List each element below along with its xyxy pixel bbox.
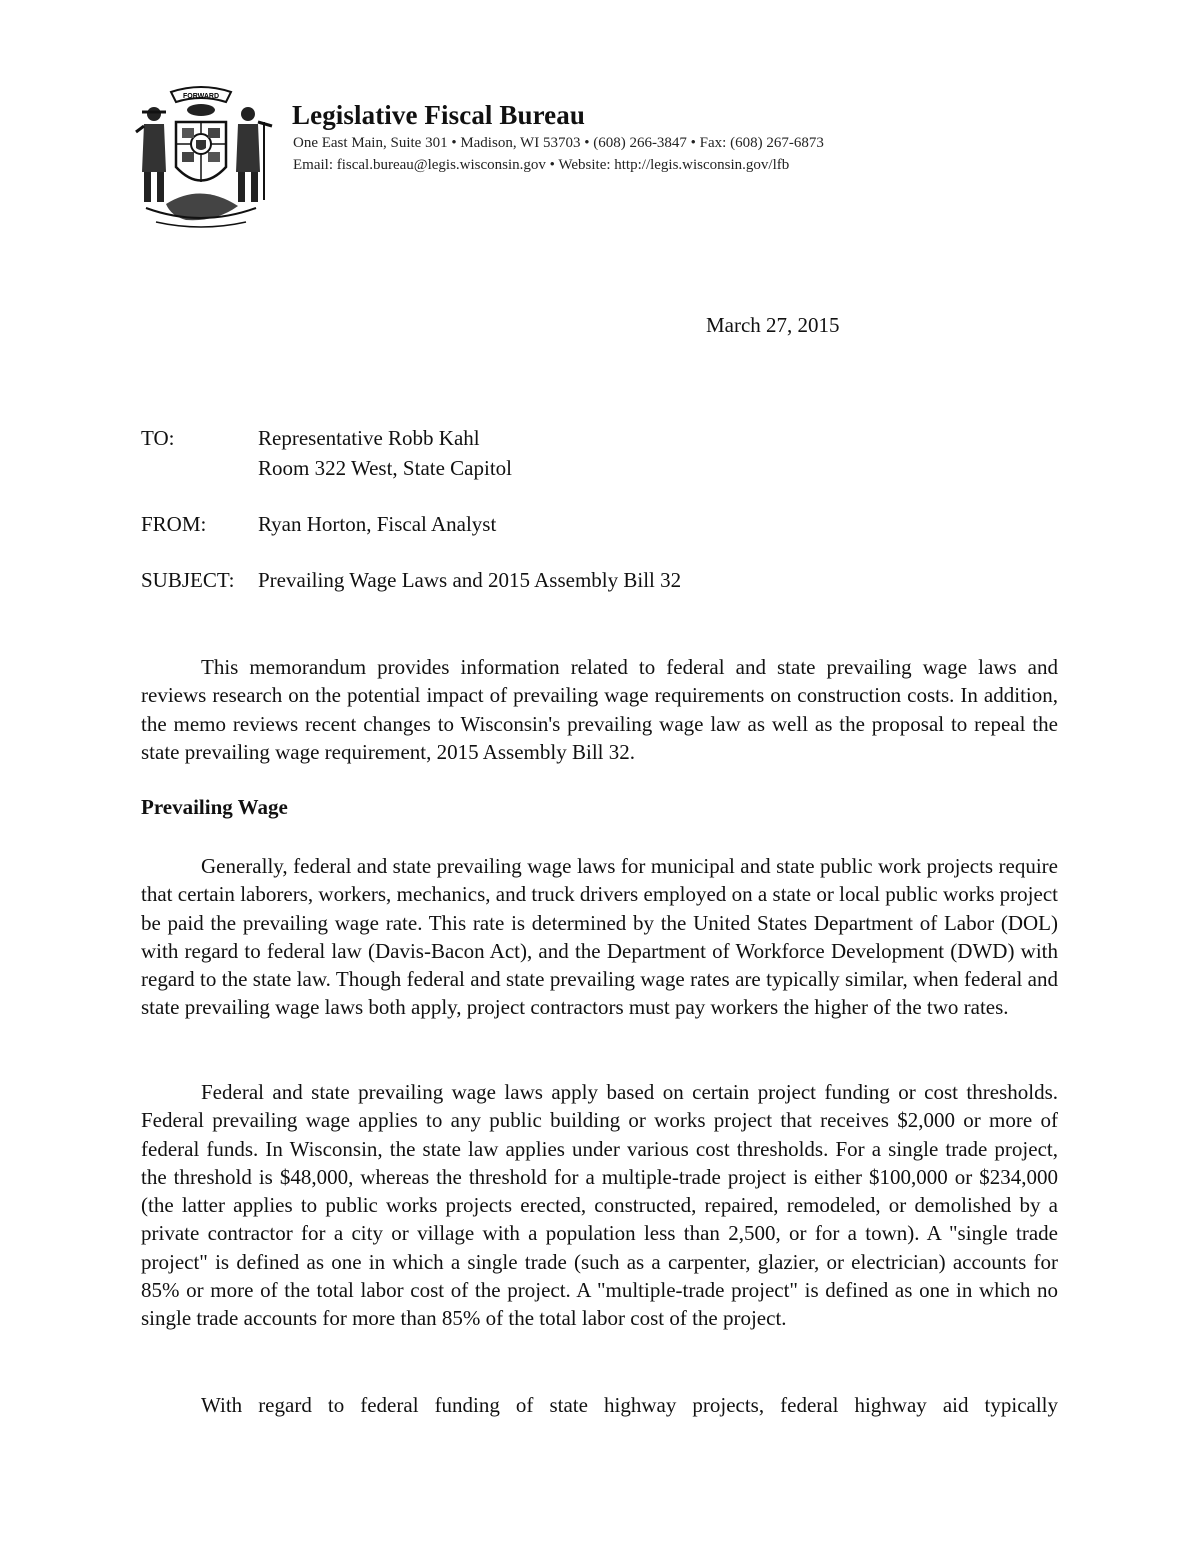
subject-label: SUBJECT: bbox=[141, 568, 235, 592]
from-label: FROM: bbox=[141, 512, 207, 536]
bureau-title: Legislative Fiscal Bureau bbox=[292, 100, 585, 130]
memo-date: March 27, 2015 bbox=[706, 313, 840, 337]
bureau-contact: Email: fiscal.bureau@legis.wisconsin.gov • Website: http://legis.wisconsin.gov/lfb bbox=[293, 157, 790, 173]
from-name: Ryan Horton, Fiscal Analyst bbox=[258, 512, 497, 536]
intro-paragraph: This memorandum provides information related to federal and state prevailing wage laws and reviews research on the potential impact of prevailing wage requirements on construction costs. In addition, the memo reviews recent changes to Wisconsin's prevailing wage law as well as the proposal to repeal the state prevailing wage requirement, 2015 Assembly Bill 32. bbox=[141, 655, 1058, 764]
to-name: Representative Robb Kahl bbox=[258, 426, 480, 450]
wisconsin-seal-icon bbox=[126, 82, 276, 230]
thresholds-paragraph: Federal and state prevailing wage laws apply based on certain project funding or cost thresholds. Federal prevailing wage applies to any public building or works project that receives $2,000 or more of federal funds. In Wisconsin, the state law applies under various cost thresholds. For a single trade project, the threshold is $48,000, whereas the threshold for a multiple-trade project is either $100,000 or $234,000 (the latter applies to public works projects erected, constructed, repaired, remodeled, or demolished by a private contractor for a city or village with a population less than 2,500, or for a town). A "single trade project" is defined as one in which a single trade (such as a carpenter, glazier, or electrician) accounts for 85% or more of the total labor cost of the project. A "multiple-trade project" is defined as one in which no single trade accounts for more than 85% of the total labor cost of the project. bbox=[141, 1080, 1058, 1331]
bureau-address: One East Main, Suite 301 • Madison, WI 53703 • (608) 266-3847 • Fax: (608) 267-6873 bbox=[293, 135, 824, 151]
section-heading: Prevailing Wage bbox=[141, 795, 288, 819]
seal-banner-text: FORWARD bbox=[182, 93, 220, 100]
highway-paragraph: With regard to federal funding of state highway projects, federal highway aid typically bbox=[201, 1393, 1058, 1417]
to-address: Room 322 West, State Capitol bbox=[258, 456, 512, 480]
to-label: TO: bbox=[141, 426, 175, 450]
prevailing-wage-paragraph: Generally, federal and state prevailing wage laws for municipal and state public work projects require that certain laborers, workers, mechanics, and truck drivers employed on a state or local public works project be paid the prevailing wage rate. This rate is determined by the United States Department of Labor (DOL) with regard to federal law (Davis-Bacon Act), and the Department of Workforce Development (DWD) with regard to the state law. Though federal and state prevailing wage rates are typically similar, when federal and state prevailing wage laws both apply, project contractors must pay workers the higher of the two rates. bbox=[141, 854, 1058, 1020]
subject-text: Prevailing Wage Laws and 2015 Assembly Bill 32 bbox=[258, 568, 682, 592]
